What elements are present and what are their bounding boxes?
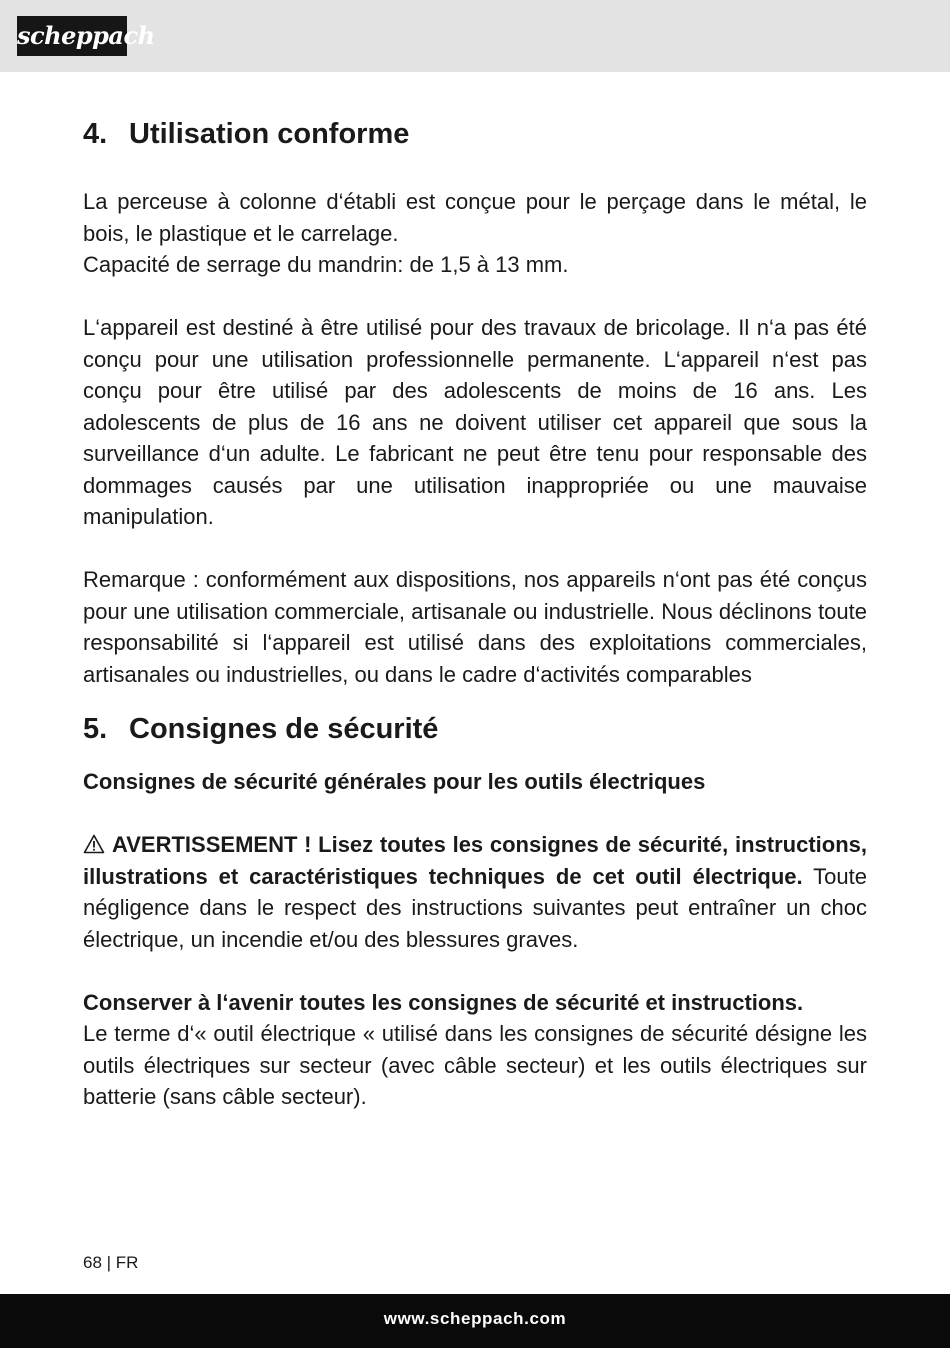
section-4-heading xyxy=(83,112,867,156)
warning-bold-text: AVERTISSEMENT ! Lisez toutes les consignes de sécurité, instructions, illustrations et caractéristiques techniques de cet outil électrique. xyxy=(83,832,867,889)
section-5-subtitle: Consignes de sécurité générales pour les outils électriques xyxy=(83,769,706,794)
warning-triangle-icon xyxy=(83,834,105,854)
section-5-number: 5. xyxy=(83,713,108,745)
keep-instructions-heading: Conserver à l‘avenir toutes les consignes de sécurité et instructions. xyxy=(83,989,804,1015)
warning-paragraph xyxy=(83,829,867,955)
footer-website-link[interactable]: www.scheppach.com xyxy=(383,1309,567,1328)
brand-logo: scheppach xyxy=(17,16,127,56)
section-4-title: Utilisation conforme xyxy=(129,118,410,150)
section-4-paragraph-3: Remarque : conformément aux dispositions, nos appareils n‘ont pas été conçus pour une utilisation commerciale, artisanale ou industrielle. Nous déclinons toute responsabilité si l‘appareil est utilisé dans des exploitations commerciales, artisanales ou industrielles, ou dans le cadre d‘activités comparables xyxy=(83,567,867,687)
warning-body-text: Toute négligence dans le respect des instructions suivantes peut entraîner un choc électrique, un incendie et/ou des blessures graves. xyxy=(83,863,867,952)
section-4-paragraph-1: La perceuse à colonne d‘établi est conçue pour le perçage dans le métal, le bois, le plastique et le carrelage. xyxy=(83,189,867,246)
page-content xyxy=(83,112,867,1113)
section-4-paragraph-2: L‘appareil est destiné à être utilisé pour des travaux de bricolage. Il n‘a pas été conçu pour une utilisation professionnelle permanente. L‘appareil n‘est pas conçu pour être utilisé par des adolescents de moins de 16 ans. Les adolescents de plus de 16 ans ne doivent utiliser cet appareil que sous la surveillance d‘un adulte. Le fabricant ne peut être tenu pour responsable des dommages causés par une utilisation inappropriée ou une mauvaise manipulation. xyxy=(83,315,867,529)
keep-instructions-text: Le terme d‘« outil électrique « utilisé dans les consignes de sécurité désigne les outils électriques sur secteur (avec câble secteur) et les outils électriques sur batterie (sans câble secteur). xyxy=(83,1021,867,1109)
page-number: 68 | FR xyxy=(83,1253,139,1272)
section-4-number: 4. xyxy=(83,118,108,150)
section-5-title: Consignes de sécurité xyxy=(129,713,439,745)
section-5-heading xyxy=(83,707,867,751)
section-4-paragraph-1b: Capacité de serrage du mandrin: de 1,5 à 13 mm. xyxy=(83,252,569,277)
